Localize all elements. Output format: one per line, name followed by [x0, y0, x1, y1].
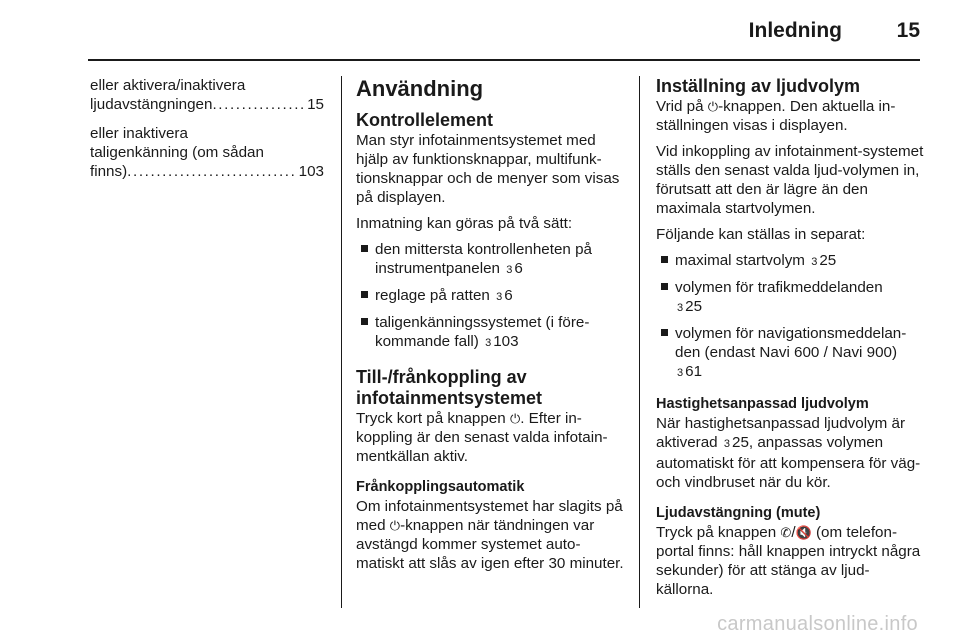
paragraph: Om infotainmentsystemet har slagits på med ⏻-knappen när tändningen var avstängd kommer systemet auto-matiskt att slås av igen efter 30 minuter. — [356, 498, 624, 572]
toc-line: finns) . . . 103 — [90, 162, 324, 181]
paragraph: Man styr infotainmentsystemet med hjälp av funktionsknappar, multifunk-tionsknappar och de menyer som visas på displayen. — [356, 132, 620, 206]
page-number: 15 — [896, 19, 920, 42]
paragraph: Tryck på knappen ✆/🔇 (om telefon-portal finns: håll knappen intryckt några sekunder) för att stänga av ljud-källorna. — [656, 524, 921, 598]
subheading-mute: Ljudavstängning (mute) — [656, 505, 821, 521]
column-divider-left — [341, 76, 342, 608]
page-ref[interactable]: 6 — [504, 287, 513, 304]
page-title: Inledning — [748, 19, 842, 42]
page-ref[interactable]: 25 — [732, 434, 749, 451]
list-item: volymen för navigationsmeddelan-den (endast Navi 600 / Navi 900) 3 61 — [656, 324, 924, 383]
middle-column — [356, 76, 624, 580]
toc-line: eller aktivera/inaktivera — [90, 77, 246, 94]
page-ref[interactable]: 25 — [685, 298, 703, 315]
mute-icon: 🔇 — [795, 525, 812, 540]
page-ref-icon: 3 — [506, 264, 513, 276]
page-header — [0, 0, 960, 62]
list-item: den mittersta kontrollenheten på instrumentpanelen 3 6 — [356, 240, 624, 280]
page-ref[interactable]: 6 — [514, 260, 523, 277]
subheading-auto-off: Frånkopplingsautomatik — [356, 479, 525, 495]
subheading-speed-volume: Hastighetsanpassad ljudvolym — [656, 396, 869, 412]
page-ref-icon: 3 — [811, 256, 818, 268]
list-item: maximal startvolym 3 25 — [656, 251, 924, 272]
toc-page: 103 — [298, 163, 324, 180]
header-rule — [88, 59, 920, 61]
paragraph: Vid inkoppling av infotainment-systemet ställs den senast valda ljud-volymen in, förutsatt att den är lägre än den maximala startvolymen. — [656, 143, 924, 217]
right-column — [656, 76, 924, 606]
input-methods-list — [356, 240, 624, 353]
toc-line: ljudavstängningen . . . 15 — [90, 95, 324, 114]
list-item: volymen för trafikmeddelanden 3 25 — [656, 278, 924, 318]
paragraph: Följande kan ställas in separat: — [656, 226, 866, 243]
power-icon: ⏻ — [509, 411, 521, 426]
page-ref-icon: 3 — [723, 438, 730, 450]
subheading-volume: Inställning av ljudvolym — [656, 76, 861, 96]
toc-dots — [212, 95, 305, 114]
left-column — [90, 76, 324, 191]
watermark: carmanualsonline.info — [717, 613, 918, 635]
page-ref-icon: 3 — [496, 291, 503, 303]
paragraph: Inmatning kan göras på två sätt: — [356, 215, 573, 232]
paragraph: När hastighetsanpassad ljudvolym är aktiverad 3 25, anpassas volymen automatiskt för att kompensera för väg- och vindbruset när du kör. — [656, 415, 921, 491]
toc-line: eller inaktivera — [90, 125, 188, 142]
page-ref-icon: 3 — [677, 367, 684, 379]
page-ref[interactable]: 61 — [685, 363, 703, 380]
toc-entry-speech[interactable] — [90, 124, 324, 181]
power-icon: ⏻ — [389, 518, 401, 533]
page-ref[interactable]: 25 — [819, 252, 837, 269]
paragraph: Tryck kort på knappen ⏻. Efter in-koppling är den senast valda infotain-mentkällan aktiv. — [356, 410, 608, 465]
paragraph: Vrid på ⏻-knappen. Den aktuella in-ställningen visas i displayen. — [656, 98, 896, 134]
column-divider-right — [639, 76, 640, 608]
toc-dots — [127, 162, 297, 181]
subheading-controls: Kontrollelement — [356, 110, 494, 130]
power-icon: ⏻ — [707, 99, 719, 114]
subheading-power: Till-/frånkoppling av infotainmentsystemet — [356, 367, 543, 408]
list-item: reglage på ratten 3 6 — [356, 286, 624, 307]
page-ref-icon: 3 — [485, 337, 492, 349]
section-heading: Användning — [356, 76, 484, 101]
volume-settings-list — [656, 251, 924, 383]
phone-icon: ✆ — [780, 525, 792, 540]
page-ref-icon: 3 — [677, 302, 684, 314]
toc-page: 15 — [307, 96, 324, 113]
toc-line: taligenkänning (om sådan — [90, 144, 264, 161]
page-ref[interactable]: 103 — [493, 333, 519, 350]
toc-entry-mute[interactable] — [90, 76, 324, 114]
list-item: taligenkänningssystemet (i före-kommande fall) 3 103 — [356, 313, 624, 353]
